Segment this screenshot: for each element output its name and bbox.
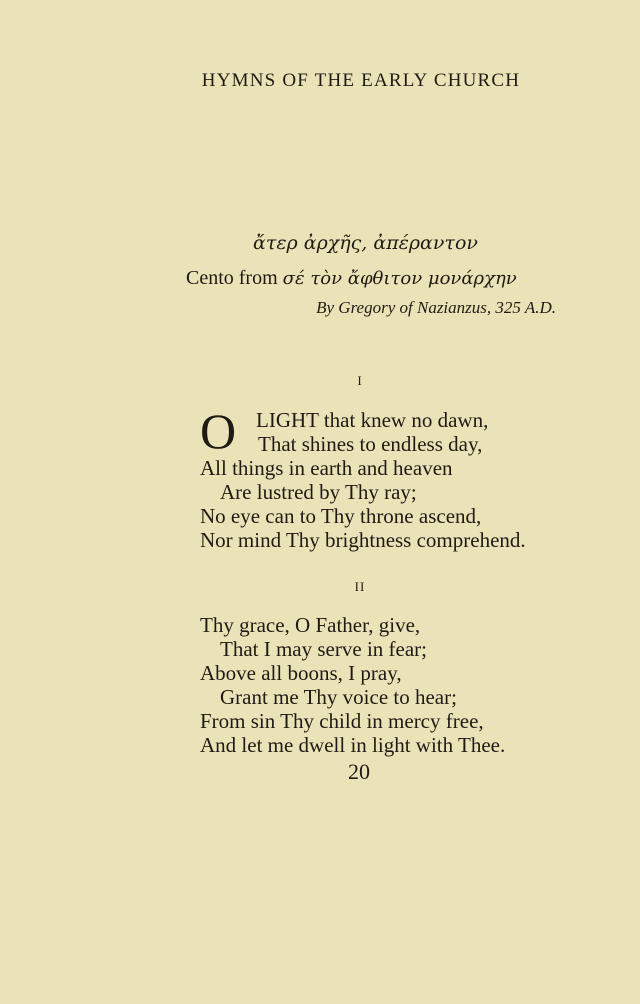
cento-line: [186, 267, 517, 290]
stanza-line: Thy grace, O Father, give,: [200, 613, 421, 637]
stanza-line: Nor mind Thy brightness comprehend.: [200, 528, 526, 552]
drop-cap: O: [200, 403, 237, 459]
stanza-number: II: [354, 579, 366, 594]
stanza-line: No eye can to Thy throne ascend,: [200, 504, 482, 528]
stanza-line: And let me dwell in light with Thee.: [200, 733, 506, 757]
stanza-number: I: [357, 373, 363, 388]
running-head: HYMNS OF THE EARLY CHURCH: [201, 70, 521, 91]
stanza-line: Above all boons, I pray,: [200, 661, 402, 685]
page-number: 20: [348, 759, 370, 784]
stanza-line: Grant me Thy voice to hear;: [220, 685, 457, 709]
greek-title: ἄτερ ἀρχῆς, ἀπέραντον: [253, 232, 478, 254]
stanza-line: That I may serve in fear;: [220, 637, 427, 661]
cento-greek: σέ τὸν ἄφθιτον μονάρχην: [282, 268, 517, 289]
stanza-line: Are lustred by Thy ray;: [220, 480, 417, 504]
stanza-line: That shines to endless day,: [258, 432, 483, 456]
cento-prefix: Cento from: [186, 267, 278, 289]
attribution: By Gregory of Nazianzus, 325 A.D.: [316, 298, 556, 317]
stanza: [200, 403, 526, 552]
stanza: [200, 613, 505, 757]
line-text: LIGHT that knew no dawn,: [256, 408, 489, 432]
stanza-line: All things in earth and heaven: [200, 456, 453, 480]
stanza-line: From sin Thy child in mercy free,: [200, 709, 484, 733]
